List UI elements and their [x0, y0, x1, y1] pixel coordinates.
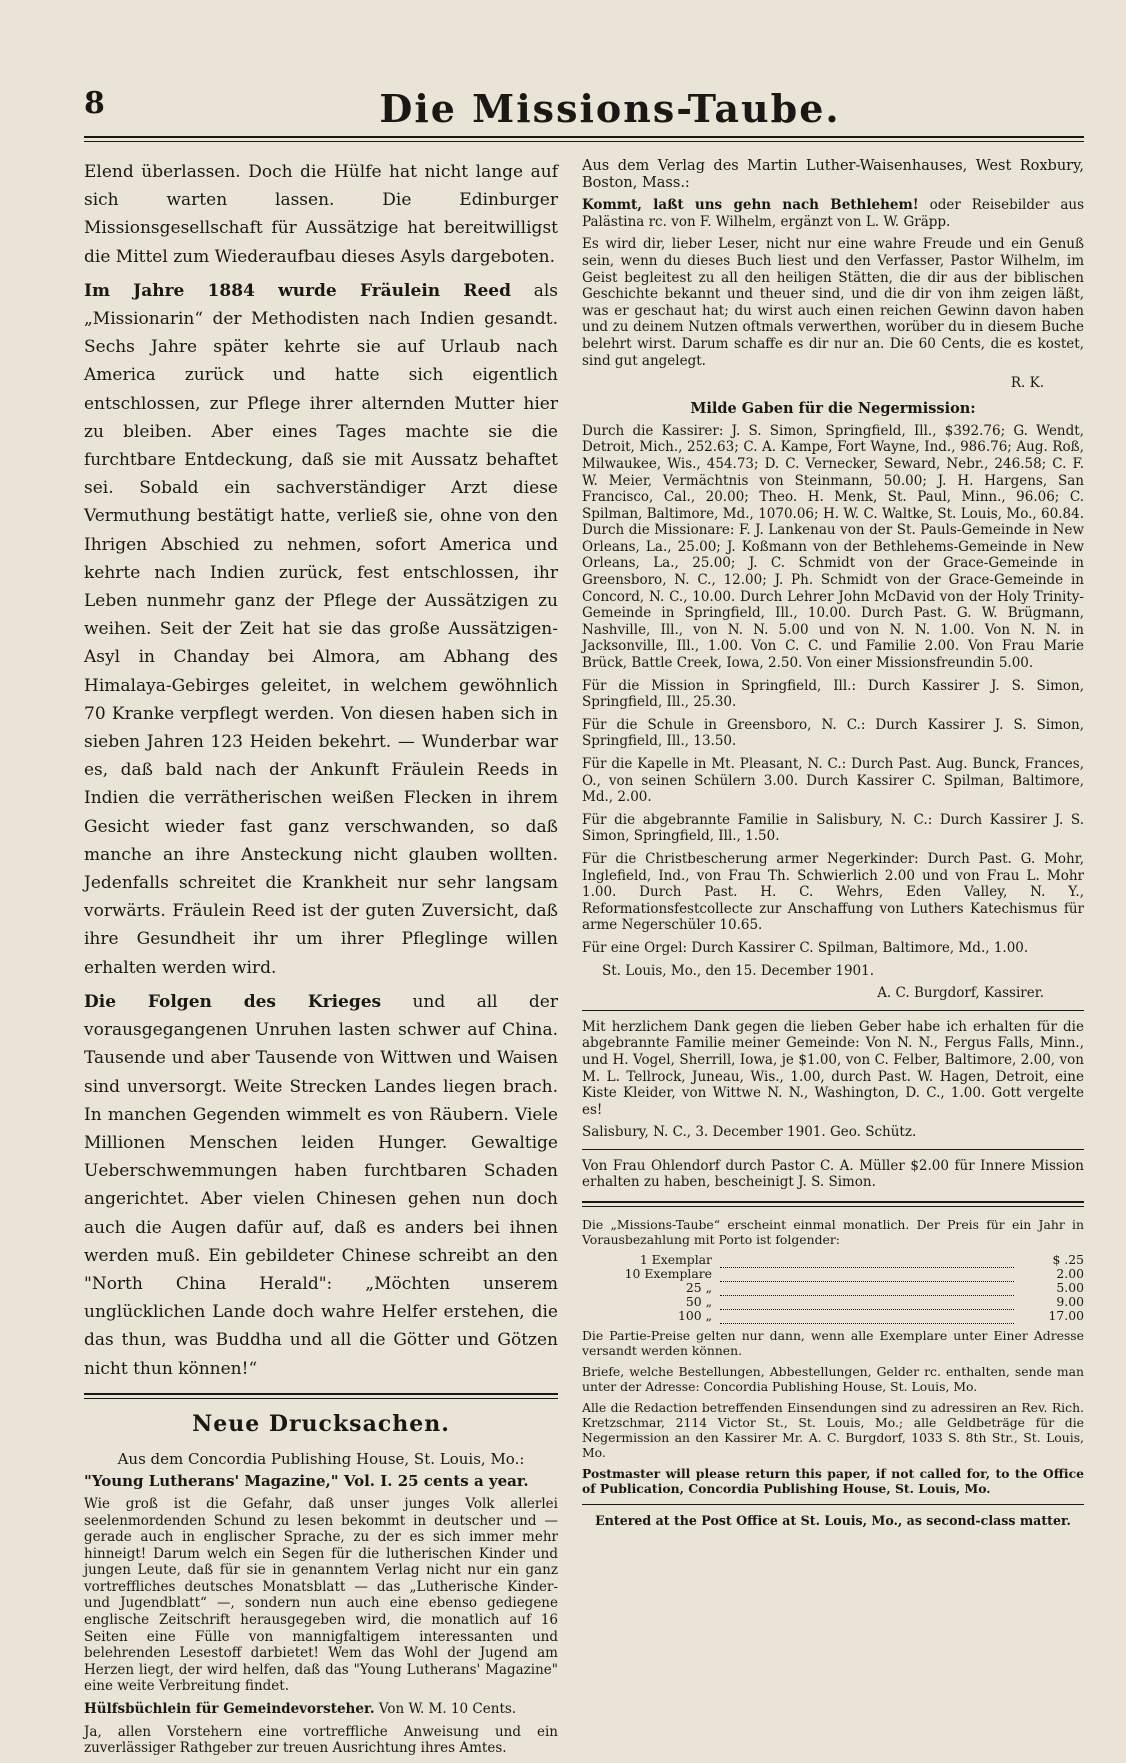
gaben-title: Milde Gaben für die Negermission: [690, 399, 976, 417]
paragraph-reed [84, 277, 558, 982]
hb-text: Ja, allen Vorstehern eine vortreffliche Anweisung und ein zuverlässiger Rathgeber zur treuen Ausrichtung ihres Amtes. [84, 1723, 558, 1757]
price-row [582, 1281, 1084, 1295]
price-value: 17.00 [1048, 1308, 1084, 1324]
gift-salisbury: Für die abgebrannte Familie in Salisbury, N. C.: Durch Kassirer J. S. Simon, Springfield, Ill., 1.50. [582, 811, 1084, 845]
price-qty: 10 Exemplare [624, 1266, 712, 1282]
price-qty: 1 Exemplar [639, 1252, 712, 1268]
hb-heading [84, 1701, 558, 1718]
ylm-text: Wie groß ist die Gefahr, daß unser junges Volk allerlei seelenmordenden Schund zu lesen bekommt in deutscher und — gerade auch in englischer Sprache, zu der es sich immer mehr hinneigt! Darum welch ein Segen für die lutherischen Kinder und jungen Leute, daß für sie in genanntem Verlag nicht nur ein ganz vortreffliches deutsches Monatsblatt — das „Lutherische Kinder- und Jugendblatt“ —, sondern nun auch eine ebenso gediegene englische Zeitschrift herausgegeben wird, die monatlich auf 16 Seiten eine Fülle von mannigfaltigem interessanten und belehrenden Lesestoff darbietet! Wem das Wohl der Jugend am Herzen liegt, der wird helfen, daß das "Young Lutherans' Magazine" eine weite Verbreitung findet. [84, 1495, 558, 1695]
paragraph-china [84, 988, 558, 1383]
price-value: 2.00 [1056, 1266, 1084, 1282]
price-dots [720, 1309, 1014, 1323]
paragraph-asylum: Elend überlassen. Doch die Hülfe hat nicht lange auf sich warten lassen. Die Edinburger Missionsgesellschaft für Aussätzige hat bereitwilligst die Mittel zum Wiederaufbau dieses Asyls dargeboten. [84, 162, 558, 267]
price-table [582, 1253, 1084, 1324]
ylm-title: "Young Lutherans' Magazine," Vol. I. 25 cents a year. [84, 1472, 529, 1491]
right-publisher-line: Aus dem Verlag des Martin Luther-Waisenhauses, West Roxbury, Boston, Mass.: [582, 158, 1084, 191]
price-row [582, 1267, 1084, 1281]
kommt-text: Es wird dir, lieber Leser, nicht nur eine wahre Freude und ein Genuß sein, wenn du dieses Buch liest und den Verfasser, Pastor Wilhelm, im Geist begleitest zu all den heiligen Stätten, die dir aus der biblischen Geschichte bekannt und theuer sind, und die dir von ihm zeigen läßt, was er geschaut hat; du wirst auch einen reichen Gewinn davon haben und zu deinem Nutzen oftmals verwerthen, worüber du in diesem Buche belehrt wirst. Darum schaffe es dir nur an. Die 60 Cents, die es kostet, sind gut angelegt. [582, 236, 1084, 369]
page-number: 8 [84, 86, 105, 121]
text-china: und all der vorausgegangenen Unruhen lasten schwer auf China. Tausende und aber Tausende von Wittwen und Waisen sind unversorgt. Weite Strecken Landes liegen brach. In manchen Gegenden wimmelt es von Räubern. Viele Millionen Menschen leiden Hunger. Gewaltige Ueberschwemmungen haben furchtbaren Schaden angerichtet. Aber vielen Chinesen gehen nun doch auch die Augen dafür auf, daß es anders bei ihnen werden muß. Ein gebildeter Chinese schreibt an den "North China Herald": „Möchten unserem unglücklichen Lande doch wahre Helfer erstehen, die das thun, was Buddha und all die Götter und Götzen nicht thun können!“ [84, 991, 558, 1379]
masthead-title: Die Missions-Taube. [379, 86, 841, 131]
lead-china: Die Folgen des Krieges [84, 991, 382, 1012]
gift-springfield: Für die Mission in Springfield, Ill.: Durch Kassirer J. S. Simon, Springfield, Ill., 25.30. [582, 677, 1084, 711]
price-dots [720, 1295, 1014, 1309]
lead-reed: Im Jahre 1884 wurde Fräulein Reed [84, 280, 512, 301]
gaben-text: Durch die Kassirer: J. S. Simon, Springfield, Ill., $392.76; G. Wendt, Detroit, Mich., 252.63; C. A. Kampe, Fort Wayne, Ind., 986.76; Aug. Roß, Milwaukee, Wis., 454.73; D. C. Vernecker, Seward, Nebr., 246.58; C. F. W. Meier, Vermächtnis von Steinmann, 50.00; J. H. Hargens, San Francisco, Cal., 20.00; Theo. H. Menk, St. Paul, Minn., 96.06; C. Spilman, Baltimore, Md., 1070.06; H. W. C. Waltke, St. Louis, Mo., 60.84. Durch die Missionare: F. J. Lankenau von der St. Pauls-Gemeinde in New Orleans, La., 25.00; J. Koßmann von der Bethlehems-Gemeinde in New Orleans, La., 25.00; J. C. Schmidt von der Grace-Gemeinde in Greensboro, N. C., 12.00; J. Ph. Schmidt von der Grace-Gemeinde in Concord, N. C., 10.00. Durch Lehrer John McDavid von der Holy Trinity-Gemeinde in Springfield, Ill., 10.00. Durch Past. G. W. Brügmann, Nashville, Ill., von N. N. 5.00 und von N. N. 1.00. Von N. N. in Jacksonville, Ill., 1.00. Von C. C. und Familie 2.00. Von Frau Marie Brück, Battle Creek, Iowa, 2.50. Von einer Missionsfreundin 5.00. [582, 422, 1084, 672]
gift-organ: Für eine Orgel: Durch Kassirer C. Spilman, Baltimore, Md., 1.00. [582, 939, 1029, 956]
gift-christmas: Für die Christbescherung armer Negerkinder: Durch Past. G. Mohr, Inglefield, Ind., von Frau Th. Schwierlich 2.00 und von Frau L. Mohr 1.00. Durch Past. H. C. Wehrs, Eden Valley, N. Y., Reformationsfestcollecte zur Anschaffung von Luthers Katechismus für arme Negerschüler 10.65. [582, 850, 1084, 934]
price-qty: 100 „ [677, 1308, 712, 1324]
section-divider [84, 1393, 558, 1399]
kommt-signature: R. K. [1010, 375, 1044, 392]
section-title-drucksachen: Neue Drucksachen. [192, 1410, 450, 1437]
right-column [582, 158, 1084, 1528]
divider-3 [582, 1201, 1084, 1207]
left-column [84, 158, 558, 1763]
info-address: Briefe, welche Bestellungen, Abbestellungen, Gelder rc. enthalten, sende man unter der Adresse: Concordia Publishing House, St. Louis, Mo. [582, 1363, 1084, 1394]
text-reed: als „Missionarin“ der Methodisten nach Indien gesandt. Sechs Jahre später kehrte sie auf Urlaub nach America zurück und hatte sich eigentlich entschlossen, zur Pflege ihrer alternden Mutter hier zu bleiben. Aber eines Tages machte sie die furchtbare Entdeckung, daß sie mit Aussatz behaftet sei. Sobald ein sachverständiger Arzt diese Vermuthung bestätigt hatte, verließ sie, ohne von den Ihrigen Abschied zu nehmen, sofort America und kehrte nach Indien zurück, fest entschlossen, ihr Leben nunmehr ganz der Pflege der Aussätzigen zu weihen. Seit der Zeit hat sie das große Aussätzigen-Asyl in Chanday bei Almora, am Abhang des Himalaya-Gebirges geleitet, in welchem gewöhnlich 70 Kranke verpflegt werden. Von diesen haben sich in sieben Jahren 123 Heiden bekehrt. — Wunderbar war es, daß bald nach der Ankunft Fräulein Reeds in Indien die verrätherischen weißen Flecken in ihrem Gesicht wieder fast ganz verschwanden, so daß manche an ihre Ansteckung nicht glauben wollten. Jedenfalls schreitet die Krankheit nur sehr langsam vorwärts. Fräulein Reed ist der guten Zuversicht, daß ihre Gesundheit ihr um ihrer Pfleglinge willen erhalten werden wird. [84, 280, 559, 978]
kommt-title: Kommt, laßt uns gehn nach Bethlehem! [582, 197, 919, 214]
price-row [582, 1295, 1084, 1309]
header-rule [84, 136, 1084, 138]
info-redaction: Alle die Redaction betreffenden Einsendungen sind zu adressiren an Rev. Rich. Kretzschmar, 2114 Victor St., St. Louis, Mo.; alle Geldbeträge für die Negermission an den Kassirer Mr. A. C. Burgdorf, 1033 S. 8th Str., St. Louis, Mo. [582, 1399, 1084, 1460]
ohlendorf-text: Von Frau Ohlendorf durch Pastor C. A. Müller $2.00 für Innere Mission erhalten zu haben, bescheinigt J. S. Simon. [582, 1157, 1084, 1191]
dank-text: Mit herzlichem Dank gegen die lieben Geber habe ich erhalten für die abgebrannte Familie meiner Gemeinde: Von N. N., Fergus Falls, Minn., und H. Vogel, Sherrill, Iowa, je $1.00, von C. Felber, Baltimore, 2.00, von M. L. Tellrock, Juneau, Wis., 1.00, durch Past. W. Hagen, Detroit, eine Kiste Kleider, von Wittwe N. N., Washington, D. C., 1.00. Gott vergelte es! [582, 1018, 1084, 1118]
divider-2 [582, 1149, 1084, 1150]
dank-signature: Salisbury, N. C., 3. December 1901. Geo. Schütz. [582, 1124, 917, 1141]
divider-4 [582, 1504, 1084, 1505]
divider-1 [582, 1010, 1084, 1011]
gaben-date: St. Louis, Mo., den 15. December 1901. [602, 962, 875, 979]
price-dots [720, 1253, 1014, 1267]
price-dots [720, 1281, 1014, 1295]
gaben-signature: A. C. Burgdorf, Kassirer. [877, 985, 1044, 1002]
price-qty: 50 „ [685, 1294, 712, 1310]
hb-meta: Von W. M. 10 Cents. [378, 1701, 517, 1718]
price-value: 5.00 [1056, 1280, 1084, 1296]
header-rule-thin [84, 141, 1084, 142]
kommt-heading [582, 197, 1084, 230]
price-dots [720, 1267, 1014, 1281]
kommt-sub: oder Reisebilder aus Palästina rc. von F. Wilhelm, ergänzt von L. W. Gräpp. [582, 197, 1085, 230]
entered-line: Entered at the Post Office at St. Louis, Mo., as second-class matter. [595, 1512, 1071, 1528]
gift-greensboro: Für die Schule in Greensboro, N. C.: Durch Kassirer J. S. Simon, Springfield, Ill., 13.50. [582, 716, 1084, 750]
info-intro: Die „Missions-Taube“ erscheint einmal monatlich. Der Preis für ein Jahr in Vorausbezahlung mit Porto ist folgender: [582, 1217, 1084, 1248]
price-value: $ .25 [1052, 1252, 1084, 1268]
hb-title: Hülfsbüchlein für Gemeindevorsteher. [84, 1701, 375, 1718]
price-row [582, 1253, 1084, 1267]
price-value: 9.00 [1056, 1294, 1084, 1310]
info-partie: Die Partie-Preise gelten nur dann, wenn alle Exemplare unter Einer Adresse versandt werden können. [582, 1327, 1084, 1358]
price-qty: 25 „ [685, 1280, 712, 1296]
price-row [582, 1309, 1084, 1323]
info-postmaster: Postmaster will please return this paper, if not called for, to the Office of Publication, Concordia Publishing House, St. Louis, Mo. [582, 1465, 1084, 1496]
gift-mt-pleasant: Für die Kapelle in Mt. Pleasant, N. C.: Durch Past. Aug. Bunck, Frances, O., von seinen Schülern 3.00. Durch Kassirer C. Spilman, Baltimore, Md., 2.00. [582, 756, 1084, 806]
publisher-line: Aus dem Concordia Publishing House, St. Louis, Mo.: [117, 1449, 525, 1468]
